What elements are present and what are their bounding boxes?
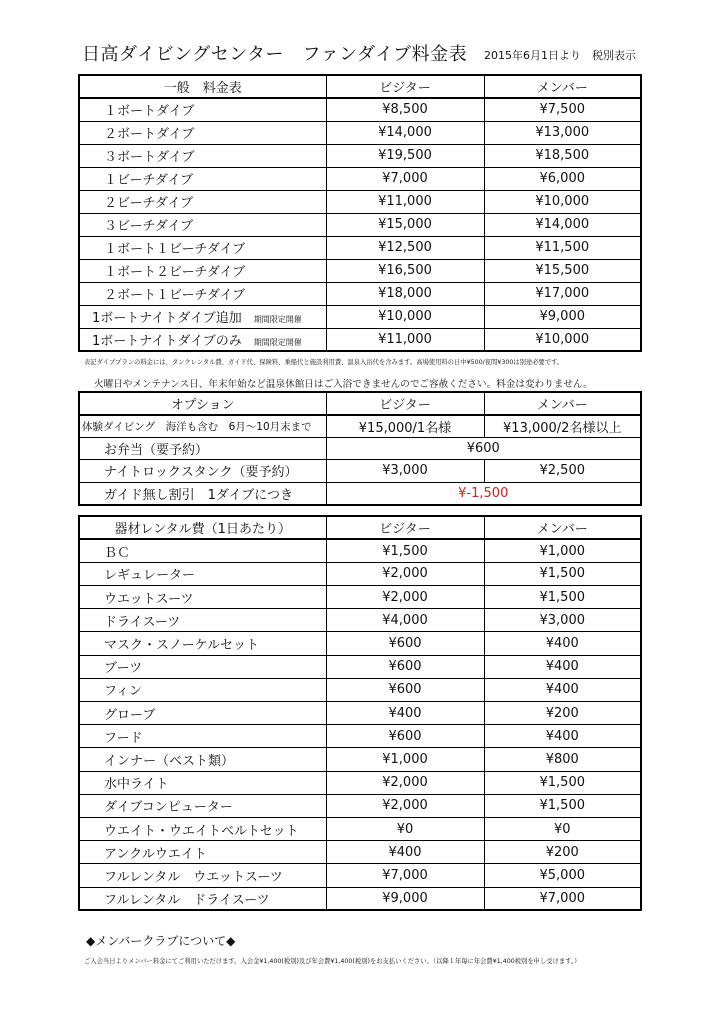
visitor-price: ¥9,000 bbox=[326, 887, 484, 910]
table-row bbox=[79, 167, 641, 190]
table-row bbox=[79, 305, 641, 328]
member-price: ¥14,000 bbox=[484, 213, 641, 236]
table-row bbox=[79, 144, 641, 167]
item-name bbox=[79, 702, 326, 725]
member-price: ¥10,000 bbox=[484, 190, 641, 213]
included-items-note: 表記ダイブプランの料金には、タンクレンタル費、ガイド代、保険料、乗船代と施設利用費、温泉入浴代を含みます。高場使用料の日中¥500/夜間¥300は別途必要です。 bbox=[84, 359, 564, 366]
item-name-text: ブーツ bbox=[104, 661, 143, 677]
table-row bbox=[79, 817, 641, 840]
item-name bbox=[79, 259, 326, 282]
visitor-price: ¥12,500 bbox=[326, 236, 484, 259]
member-price: ¥1,000 bbox=[484, 539, 641, 562]
table-row bbox=[79, 771, 641, 794]
item-name bbox=[79, 678, 326, 701]
member-price: ¥200 bbox=[484, 841, 641, 864]
table-row bbox=[79, 259, 641, 282]
visitor-price: ¥16,500 bbox=[326, 259, 484, 282]
member-price: ¥1,500 bbox=[484, 794, 641, 817]
table-row bbox=[79, 586, 641, 609]
visitor-price: ¥8,500 bbox=[326, 98, 484, 121]
member-price: ¥13,000/2名様以上 bbox=[484, 415, 641, 438]
table-row bbox=[79, 562, 641, 585]
item-name bbox=[79, 213, 326, 236]
general-fee-table bbox=[78, 74, 642, 352]
table-row bbox=[79, 328, 641, 351]
column-header-member: メンバー bbox=[484, 392, 641, 415]
table-row bbox=[79, 887, 641, 910]
table-row bbox=[79, 702, 641, 725]
table-row bbox=[79, 98, 641, 121]
rental-fee-rows bbox=[79, 539, 641, 910]
visitor-price: ¥15,000 bbox=[326, 213, 484, 236]
visitor-price: ¥18,000 bbox=[326, 282, 484, 305]
item-name bbox=[79, 190, 326, 213]
item-name bbox=[79, 748, 326, 771]
item-name bbox=[79, 771, 326, 794]
visitor-price: ¥2,000 bbox=[326, 562, 484, 585]
item-name bbox=[79, 725, 326, 748]
table-row bbox=[79, 190, 641, 213]
item-name bbox=[79, 121, 326, 144]
item-name bbox=[79, 539, 326, 562]
item-name-text: １ボート２ビーチダイブ bbox=[104, 265, 246, 280]
item-name-text: １ボートダイブ bbox=[104, 104, 195, 120]
visitor-price: ¥15,000/1名様 bbox=[326, 415, 484, 438]
discount-price: ¥-1,500 bbox=[326, 482, 641, 505]
item-name bbox=[79, 864, 326, 887]
visitor-price: ¥11,000 bbox=[326, 328, 484, 351]
table-row bbox=[79, 748, 641, 771]
column-header-member: メンバー bbox=[484, 75, 641, 98]
item-name-text: １ボート１ビーチダイブ bbox=[104, 242, 246, 257]
column-header-member: メンバー bbox=[484, 516, 641, 539]
member-club-heading: ◆メンバークラブについて◆ bbox=[86, 934, 236, 948]
visitor-price: ¥2,000 bbox=[326, 794, 484, 817]
table-row bbox=[79, 121, 641, 144]
member-price: ¥13,000 bbox=[484, 121, 641, 144]
table-row bbox=[79, 655, 641, 678]
limited-period-label: 期間限定開催 bbox=[253, 315, 302, 324]
member-club-note: ご入会当日よりメンバー料金にてご利用いただけます。入会金¥1,400(税別)及び年会費¥1,400(税別)をお支払いください。（以降１年毎に年会費¥1,400税別を申し受けます。） bbox=[84, 958, 581, 965]
table-row bbox=[79, 609, 641, 632]
column-header-plan: 一般 料金表 bbox=[79, 75, 326, 98]
table-row bbox=[79, 236, 641, 259]
member-price: ¥7,000 bbox=[484, 887, 641, 910]
item-name bbox=[79, 305, 326, 328]
table-row bbox=[79, 632, 641, 655]
visitor-price: ¥14,000 bbox=[326, 121, 484, 144]
item-name-text: 1ボートナイトダイブのみ bbox=[92, 333, 242, 349]
option-name: ガイド無し割引 1ダイブにつき bbox=[79, 482, 326, 505]
item-name-text: ３ビーチダイブ bbox=[104, 219, 194, 234]
item-name-text: フィン bbox=[104, 684, 142, 700]
table-row bbox=[79, 841, 641, 864]
table-row bbox=[79, 437, 641, 460]
member-price: ¥400 bbox=[484, 725, 641, 748]
member-price: ¥800 bbox=[484, 748, 641, 771]
rental-fee-table bbox=[78, 515, 642, 911]
visitor-price: ¥2,000 bbox=[326, 586, 484, 609]
visitor-price: ¥400 bbox=[326, 841, 484, 864]
visitor-price: ¥10,000 bbox=[326, 305, 484, 328]
item-name-text: ウエットスーツ bbox=[104, 591, 194, 607]
member-price: ¥200 bbox=[484, 702, 641, 725]
column-header-visitor: ビジター bbox=[326, 516, 484, 539]
option-name: 体験ダイビング 海洋も含む 6月～10月末まで bbox=[79, 415, 326, 438]
visitor-price: ¥1,500 bbox=[326, 539, 484, 562]
item-name-text: ２ボートダイブ bbox=[104, 127, 195, 142]
column-header-equipment: 器材レンタル費（1日あたり） bbox=[79, 516, 326, 539]
effective-date: 2015年6月1日より 税別表示 bbox=[484, 49, 636, 62]
item-name bbox=[79, 794, 326, 817]
item-name-text: フード bbox=[104, 730, 143, 746]
member-price: ¥1,500 bbox=[484, 586, 641, 609]
member-price: ¥1,500 bbox=[484, 562, 641, 585]
visitor-price: ¥7,000 bbox=[326, 864, 484, 887]
item-name-text: １ビーチダイブ bbox=[104, 173, 194, 188]
item-name-text: ＢＣ bbox=[104, 545, 131, 561]
table-row bbox=[79, 282, 641, 305]
visitor-price: ¥400 bbox=[326, 702, 484, 725]
item-name-text: ダイブコンピューター bbox=[104, 800, 233, 816]
member-price: ¥400 bbox=[484, 632, 641, 655]
item-name bbox=[79, 98, 326, 121]
item-name-text: グローブ bbox=[104, 707, 156, 723]
table-header-row bbox=[79, 75, 641, 98]
item-name bbox=[79, 282, 326, 305]
member-price: ¥18,500 bbox=[484, 144, 641, 167]
table-header-row bbox=[79, 392, 641, 415]
item-name bbox=[79, 144, 326, 167]
hot-spring-closure-note: 火曜日やメンテナンス日、年末年始など温泉休館日はご入浴できませんのでご容赦ください。料金は変わりません。 bbox=[94, 379, 593, 390]
member-price: ¥400 bbox=[484, 655, 641, 678]
table-row bbox=[79, 415, 641, 438]
member-price: ¥6,000 bbox=[484, 167, 641, 190]
visitor-price: ¥4,000 bbox=[326, 609, 484, 632]
table-row bbox=[79, 460, 641, 483]
item-name bbox=[79, 655, 326, 678]
options-table bbox=[78, 391, 642, 506]
item-name-text: マスク・スノーケルセット bbox=[104, 638, 259, 654]
visitor-price: ¥19,500 bbox=[326, 144, 484, 167]
option-name: ナイトロックスタンク（要予約） bbox=[79, 460, 326, 483]
member-price: ¥7,500 bbox=[484, 98, 641, 121]
table-row bbox=[79, 794, 641, 817]
item-name-text: ２ボート１ビーチダイブ bbox=[104, 288, 246, 303]
table-row bbox=[79, 725, 641, 748]
column-header-visitor: ビジター bbox=[326, 75, 484, 98]
visitor-price: ¥600 bbox=[326, 725, 484, 748]
member-price: ¥17,000 bbox=[484, 282, 641, 305]
option-name: お弁当（要予約） bbox=[79, 437, 326, 460]
general-fee-rows bbox=[79, 98, 641, 351]
member-price: ¥9,000 bbox=[484, 305, 641, 328]
item-name bbox=[79, 562, 326, 585]
member-price: ¥10,000 bbox=[484, 328, 641, 351]
member-price: ¥3,000 bbox=[484, 609, 641, 632]
page-title: 日高ダイビングセンター ファンダイブ料金表 bbox=[82, 44, 468, 65]
item-name bbox=[79, 236, 326, 259]
item-name bbox=[79, 586, 326, 609]
item-name-text: レギュレーター bbox=[104, 568, 196, 584]
item-name-text: 水中ライト bbox=[104, 777, 169, 793]
item-name-text: フルレンタル ウエットスーツ bbox=[104, 869, 283, 885]
item-name bbox=[79, 817, 326, 840]
visitor-price: ¥11,000 bbox=[326, 190, 484, 213]
table-header-row bbox=[79, 516, 641, 539]
visitor-price: ¥600 bbox=[326, 678, 484, 701]
visitor-price: ¥3,000 bbox=[326, 460, 484, 483]
table-row bbox=[79, 678, 641, 701]
visitor-price: ¥1,000 bbox=[326, 748, 484, 771]
member-price: ¥2,500 bbox=[484, 460, 641, 483]
table-row bbox=[79, 482, 641, 505]
item-name-text: アンクルウエイト bbox=[104, 846, 207, 862]
item-name bbox=[79, 887, 326, 910]
item-name-text: ３ボートダイブ bbox=[104, 150, 195, 165]
item-name-text: フルレンタル ドライスーツ bbox=[104, 892, 270, 908]
visitor-price: ¥600 bbox=[326, 632, 484, 655]
shared-price: ¥600 bbox=[326, 437, 641, 460]
table-row bbox=[79, 213, 641, 236]
item-name-text: 1ボートナイトダイブ追加 bbox=[92, 311, 242, 326]
visitor-price: ¥600 bbox=[326, 655, 484, 678]
column-header-visitor: ビジター bbox=[326, 392, 484, 415]
member-price: ¥400 bbox=[484, 678, 641, 701]
visitor-price: ¥2,000 bbox=[326, 771, 484, 794]
member-price: ¥1,500 bbox=[484, 771, 641, 794]
item-name-text: ウエイト・ウエイトベルトセット bbox=[104, 823, 299, 839]
column-header-option: オプション bbox=[79, 392, 326, 415]
member-price: ¥15,500 bbox=[484, 259, 641, 282]
member-price: ¥5,000 bbox=[484, 864, 641, 887]
member-price: ¥11,500 bbox=[484, 236, 641, 259]
item-name bbox=[79, 328, 326, 351]
table-row bbox=[79, 539, 641, 562]
limited-period-label: 期間限定開催 bbox=[253, 337, 302, 347]
item-name bbox=[79, 167, 326, 190]
visitor-price: ¥7,000 bbox=[326, 167, 484, 190]
item-name-text: インナー（ベスト類） bbox=[104, 753, 235, 769]
item-name bbox=[79, 841, 326, 864]
item-name-text: ２ビーチダイブ bbox=[104, 196, 194, 211]
table-row bbox=[79, 864, 641, 887]
item-name bbox=[79, 609, 326, 632]
member-price: ¥0 bbox=[484, 817, 641, 840]
visitor-price: ¥0 bbox=[326, 817, 484, 840]
item-name-text: ドライスーツ bbox=[104, 614, 181, 630]
item-name bbox=[79, 632, 326, 655]
